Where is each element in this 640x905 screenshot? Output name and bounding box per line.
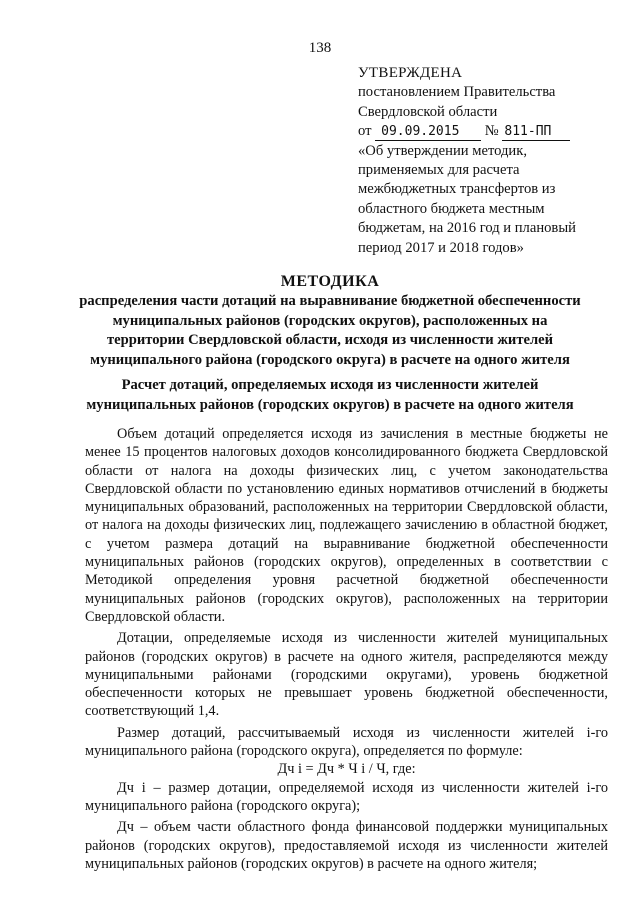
number-prefix: № [484, 123, 499, 140]
approval-quote-line: областного бюджета местным [358, 200, 545, 217]
date-prefix: от [358, 123, 372, 140]
definition-paragraph: Дч i – размер дотации, определяемой исходя из численности жителей i-го муниципального района (городского округа); [85, 779, 608, 814]
approval-quote-line: бюджетам, на 2016 год и плановый [358, 220, 576, 237]
approval-number: 811-ПП [502, 124, 570, 141]
document-title: МЕТОДИКА [280, 273, 380, 290]
approval-quote-line: применяемых для расчета [358, 162, 520, 179]
document-subtitle-line: муниципальных районов (городских округов), расположенных на [112, 312, 548, 329]
approval-block [358, 64, 618, 258]
approval-quote-line: «Об утверждении методик, [358, 142, 527, 159]
approval-date-line [358, 122, 618, 141]
document-subtitle-line: распределения части дотаций на выравнивание бюджетной обеспеченности [79, 293, 581, 309]
definition-paragraph: Дч – объем части областного фонда финансовой поддержки муниципальных районов (городских округов), предоставляемой исходя из численности жителей муниципальных районов (городских округов) в расчете на одного жителя; [85, 819, 608, 872]
section-heading-line: муниципальных районов (городских округов) в расчете на одного жителя [86, 396, 574, 413]
section-heading-line: Расчет дотаций, определяемых исходя из численности жителей [121, 377, 539, 393]
body-paragraph: Размер дотаций, рассчитываемый исходя из численности жителей i-го муниципального района (городского округа), определяется по формуле: [85, 724, 608, 760]
body-text [85, 425, 608, 876]
document-title-block [40, 272, 620, 370]
approval-title: УТВЕРЖДЕНА [358, 65, 463, 81]
document-subtitle-line: территории Свердловской области, исходя из численности жителей [106, 332, 554, 348]
approval-line-2: Свердловской области [358, 103, 498, 120]
body-paragraph: Объем дотаций определяется исходя из зачисления в местные бюджеты не менее 15 процентов налоговых доходов консолидированного бюджета Свердловской области от налога на доходы физических лиц, с учетом законодательства Свердловской области по установлению единых нормативов отчислений в бюджеты муниципальных образований, расположенных на территории Свердловской области, от налога на доходы физических лиц, подлежащего зачислению в областной бюджет, с учетом размера дотаций на выравнивание бюджетной обеспеченности муниципальных районов (городских округов), определенных в соответствии с Методикой определения уровня расчетной бюджетной обеспеченности муниципальных районов (городских округов), расположенных на территории Свердловской области. [85, 426, 608, 625]
approval-quote-line: межбюджетных трансфертов из [358, 181, 556, 198]
formula: Дч i = Дч * Ч i / Ч, где: [277, 761, 416, 778]
approval-quote-line: период 2017 и 2018 годов» [358, 239, 524, 256]
approval-line-1: постановлением Правительства [358, 84, 556, 101]
body-paragraph: Дотации, определяемые исходя из численности жителей муниципальных районов (городских округов) в расчете на одного жителя, распределяются между муниципальными районами (городскими округами), уровень бюджетной обеспеченности которых не превышает уровень бюджетной обеспеченности, соответствующий 1,4. [85, 630, 608, 720]
document-subtitle-line: муниципального района (городского округа) в расчете на одного жителя [90, 351, 570, 368]
approval-date: 09.09.2015 [375, 124, 481, 141]
page-number: 138 [308, 40, 332, 56]
section-heading [40, 376, 620, 415]
